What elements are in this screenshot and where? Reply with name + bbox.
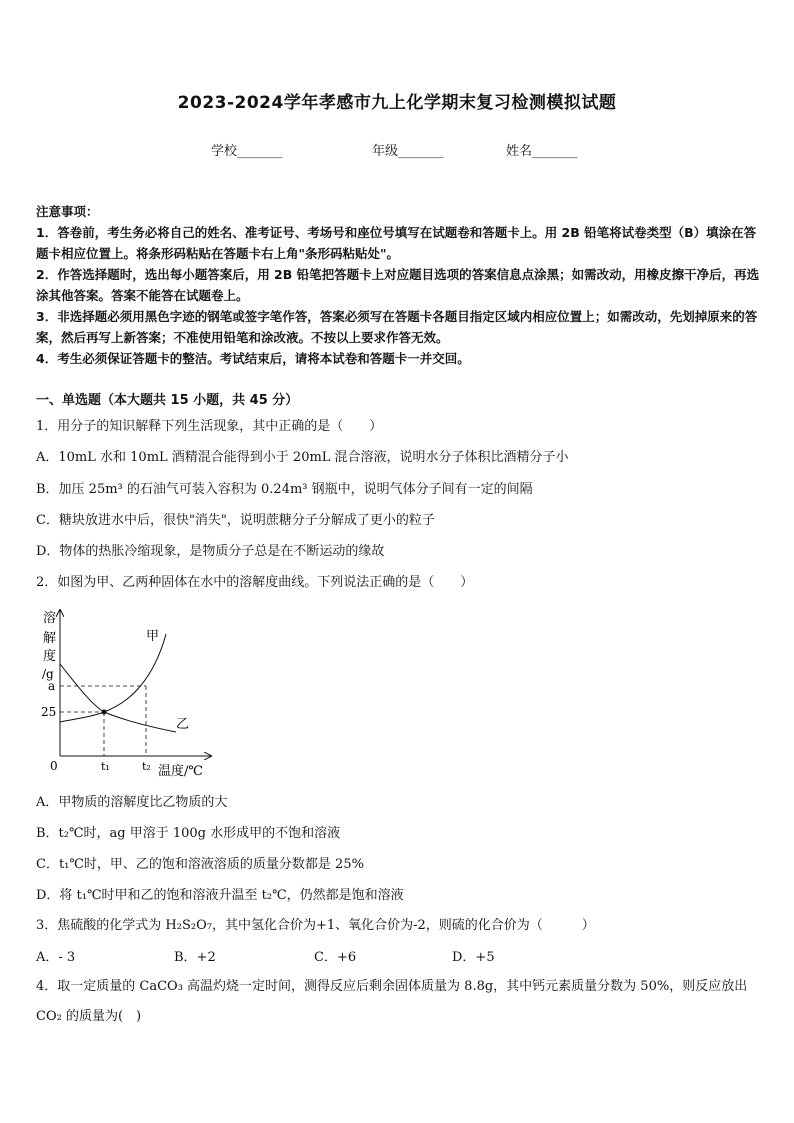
notice-item-4: 4．考生必须保证答题卡的整洁。考试结束后，请将本试卷和答题卡一并交回。 <box>36 351 470 366</box>
notice-heading: 注意事项： <box>36 204 99 219</box>
section-title: 一、单选题（本大题共 15 小题，共 45 分） <box>36 393 299 408</box>
grade-field[interactable] <box>372 140 444 159</box>
q3-option-b[interactable]: B．+2 <box>174 950 216 965</box>
q1-option-d[interactable]: D．物体的热胀冷缩现象，是物质分子总是在不断运动的缘故 <box>36 544 385 559</box>
x-tick-t1: t₁ <box>101 760 110 773</box>
name-label: 姓名 <box>506 144 533 159</box>
q2-option-c[interactable]: C．t₁℃时，甲、乙的饱和溶液溶质的质量分数都是 25% <box>36 857 364 872</box>
y-tick-a: a <box>48 679 56 693</box>
q3-option-c[interactable]: C．+6 <box>314 950 357 965</box>
q1-option-b[interactable]: B．加压 25m³ 的石油气可装入容积为 0.24m³ 钢瓶中，说明气体分子间有一定的间隔 <box>36 482 533 497</box>
xlabel: 温度/℃ <box>158 764 203 779</box>
page-title: 2023-2024学年孝感市九上化学期末复习检测模拟试题 <box>177 93 617 113</box>
series-jia-label: 甲 <box>146 629 160 644</box>
name-blank: _______ <box>532 144 578 159</box>
q2-stem: 2．如图为甲、乙两种固体在水中的溶解度曲线。下列说法正确的是（ ） <box>36 575 474 590</box>
q1-stem: 1．用分子的知识解释下列生活现象，其中正确的是（ ） <box>36 419 383 434</box>
q4-stem: 4．取一定质量的 CaCO₃ 高温灼烧一定时间，测得反应后剩余固体质量为 8.8g，其中钙元素质量分数为 50%，则反应放出 CO₂ 的质量为( ) <box>36 979 748 1024</box>
q2-option-a[interactable]: A．甲物质的溶解度比乙物质的大 <box>36 795 228 810</box>
series-yi-curve <box>60 664 176 732</box>
q2-option-d[interactable]: D．将 t₁℃时甲和乙的饱和溶液升温至 t₂℃，仍然都是饱和溶液 <box>36 888 404 903</box>
intersection-point <box>102 710 107 715</box>
y-tick-25: 25 <box>41 705 57 719</box>
origin-label: 0 <box>50 759 58 773</box>
q3-option-a[interactable]: A．- 3 <box>36 950 76 965</box>
ylabel-1: 溶 <box>43 611 57 626</box>
solubility-chart <box>36 600 236 785</box>
q1-option-c[interactable]: C．糖块放进水中后，很快"消失"，说明蔗糖分子分解成了更小的粒子 <box>36 513 435 528</box>
school-field[interactable] <box>211 140 283 159</box>
series-yi-label: 乙 <box>176 717 190 732</box>
q3-stem: 3．焦硫酸的化学式为 H₂S₂O₇，其中氢化合价为+1、氧化合价为-2，则硫的化合价为（ ） <box>36 918 595 933</box>
q2-option-b[interactable]: B．t₂℃时，ag 甲溶于 100g 水形成甲的不饱和溶液 <box>36 826 341 841</box>
school-label: 学校 <box>211 144 238 159</box>
notice-item-3: 3．非选择题必须用黑色字迹的钢笔或签字笔作答，答案必须写在答题卡各题目指定区域内相应位置上；如需改动，先划掉原来的答案，然后再写上新答案；不准使用铅笔和涂改液。不按以上要求作答无效。 <box>36 309 758 345</box>
name-field[interactable] <box>506 140 578 159</box>
x-tick-t2: t₂ <box>142 760 151 773</box>
notice-item-2: 2．作答选择题时，选出每小题答案后，用 2B 铅笔把答题卡上对应题目选项的答案信息点涂黑；如需改动，用橡皮擦干净后，再选涂其他答案。答案不能答在试题卷上。 <box>36 267 760 303</box>
ylabel-2: 解 <box>43 631 57 646</box>
q1-option-a[interactable]: A．10mL 水和 10mL 酒精混合能得到小于 20mL 混合溶液，说明水分子体积比酒精分子小 <box>36 450 569 465</box>
grade-blank: _______ <box>398 144 444 159</box>
school-blank: _______ <box>237 144 283 159</box>
notice-block <box>36 201 761 369</box>
ylabel-4: /g <box>42 667 54 681</box>
grade-label: 年级 <box>372 144 399 159</box>
notice-item-1: 1．答卷前，考生务必将自己的姓名、准考证号、考场号和座位号填写在试题卷和答题卡上。用 2B 铅笔将试卷类型（B）填涂在答题卡相应位置上。将条形码粘贴在答题卡右上角"条形码粘贴处"。 <box>36 225 757 261</box>
ylabel-3: 度 <box>43 649 57 664</box>
series-jia-curve <box>60 634 166 722</box>
q3-option-d[interactable]: D．+5 <box>452 950 495 965</box>
